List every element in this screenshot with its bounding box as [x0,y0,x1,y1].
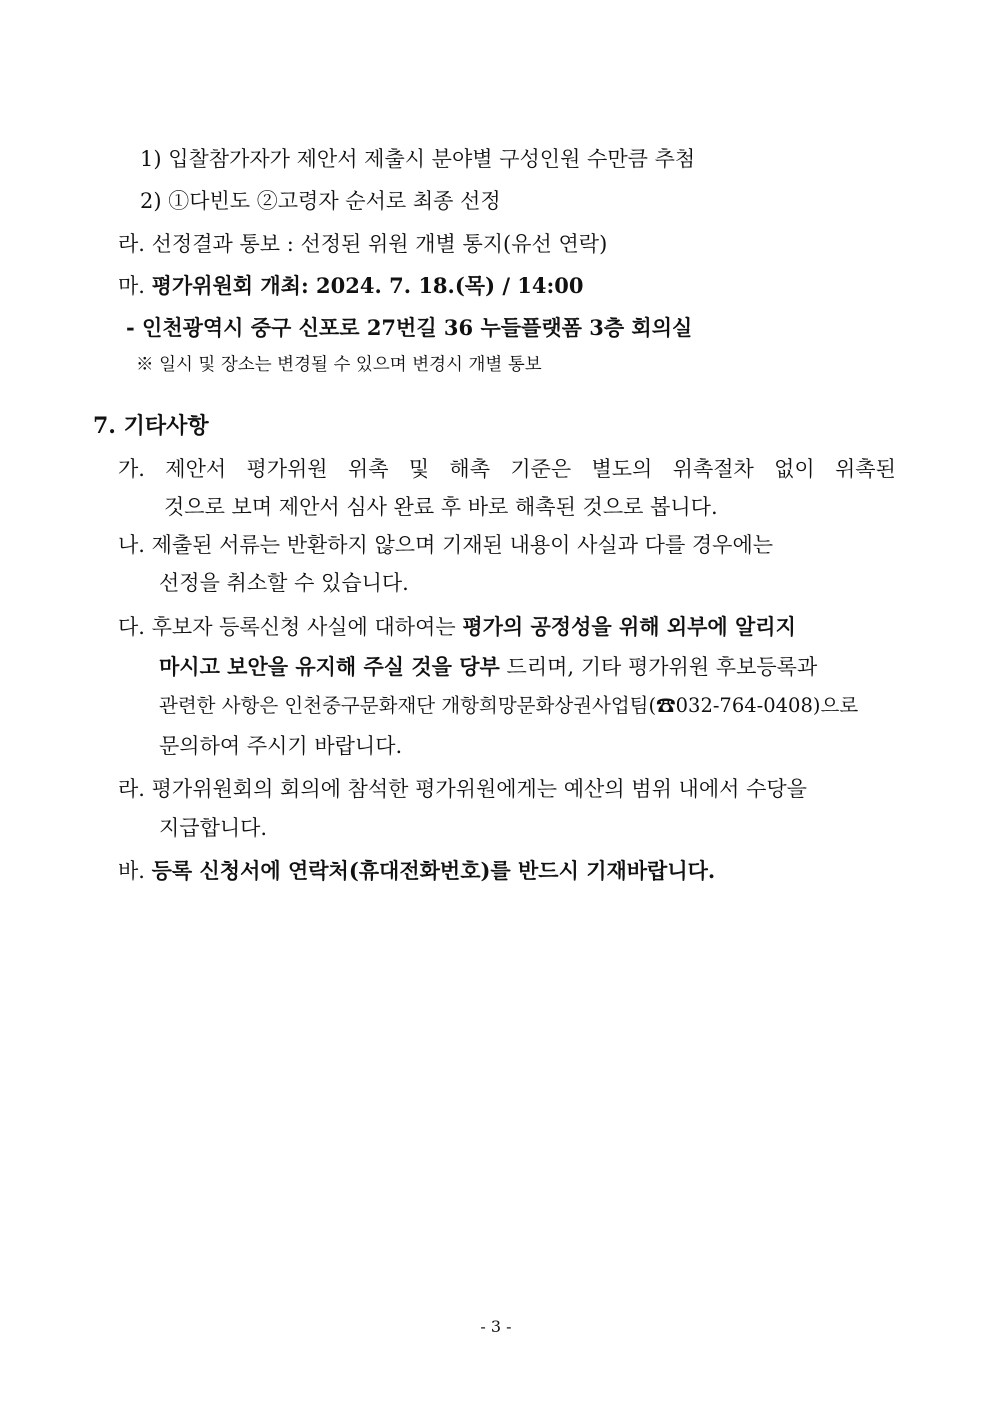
word: 해촉 [449,457,490,481]
item-da-line-2 [159,654,817,680]
word: 기준은 [510,457,572,481]
item-da-intro: 다. 후보자 등록신청 사실에 대하여는 [118,615,463,639]
item-da-line-1 [118,614,796,640]
item-ba-text: 등록 신청서에 연락처(휴대전화번호)를 반드시 기재바랍니다. [151,858,716,883]
item-ma-meeting [118,273,584,299]
word: 및 [408,457,430,481]
word: 평가위원 [246,457,328,481]
schedule-note: ※ 일시 및 장소는 변경될 수 있으며 변경시 개별 통보 [136,355,542,375]
word: 제안서 [165,457,227,481]
meeting-location: - 인천광역시 중구 신포로 27번길 36 누들플랫폼 3층 회의실 [126,315,693,340]
item-ra-notification: 라. 선정결과 통보 : 선정된 위원 개별 통지(유선 연락) [118,232,608,256]
word: 위촉절차 [672,457,754,481]
item-ma-title: 평가위원회 개최 [151,273,301,298]
item-da-line-3: 관련한 사항은 인천중구문화재단 개항희망문화상권사업팀(☎032-764-0408)으로 [159,694,859,717]
item-ba [118,858,715,884]
item-ma-datetime: : 2024. 7. 18.(목) / 14:00 [300,273,584,298]
sub-item-2: 2) ①다빈도 ②고령자 순서로 최종 선정 [140,189,501,213]
section-heading-7: 7. 기타사항 [93,413,209,439]
word: 없이 [774,457,815,481]
item-da-emphasis-2: 마시고 보안을 유지해 주실 것을 당부 [159,654,500,679]
word: 가. [118,457,145,481]
item-ga-line-2: 것으로 보며 제안서 심사 완료 후 바로 해촉된 것으로 봅니다. [164,495,718,519]
item-ma-prefix: 마. [118,274,152,298]
item-ra-line-2: 지급합니다. [159,816,268,840]
word: 위촉 [347,457,389,481]
item-ba-prefix: 바. [118,859,152,883]
item-na-line-1: 나. 제출된 서류는 반환하지 않으며 기재된 내용이 사실과 다를 경우에는 [118,533,774,557]
item-na-line-2: 선정을 취소할 수 있습니다. [159,571,409,595]
item-ra-line-1: 라. 평가위원회의 회의에 참석한 평가위원에게는 예산의 범위 내에서 수당을 [118,777,807,801]
item-ga-line-1 [118,456,896,482]
word: 별도의 [591,457,653,481]
page-number: - 3 - [480,1317,512,1336]
word: 위촉된 [835,457,896,481]
item-da-continuation: 드리며, 기타 평가위원 후보등록과 [499,655,818,679]
item-da-emphasis-1: 평가의 공정성을 위해 외부에 알리지 [462,614,796,639]
sub-item-1: 1) 입찰참가자가 제안서 제출시 분야별 구성인원 수만큼 추첨 [140,147,696,171]
item-da-line-4: 문의하여 주시기 바랍니다. [159,734,403,758]
